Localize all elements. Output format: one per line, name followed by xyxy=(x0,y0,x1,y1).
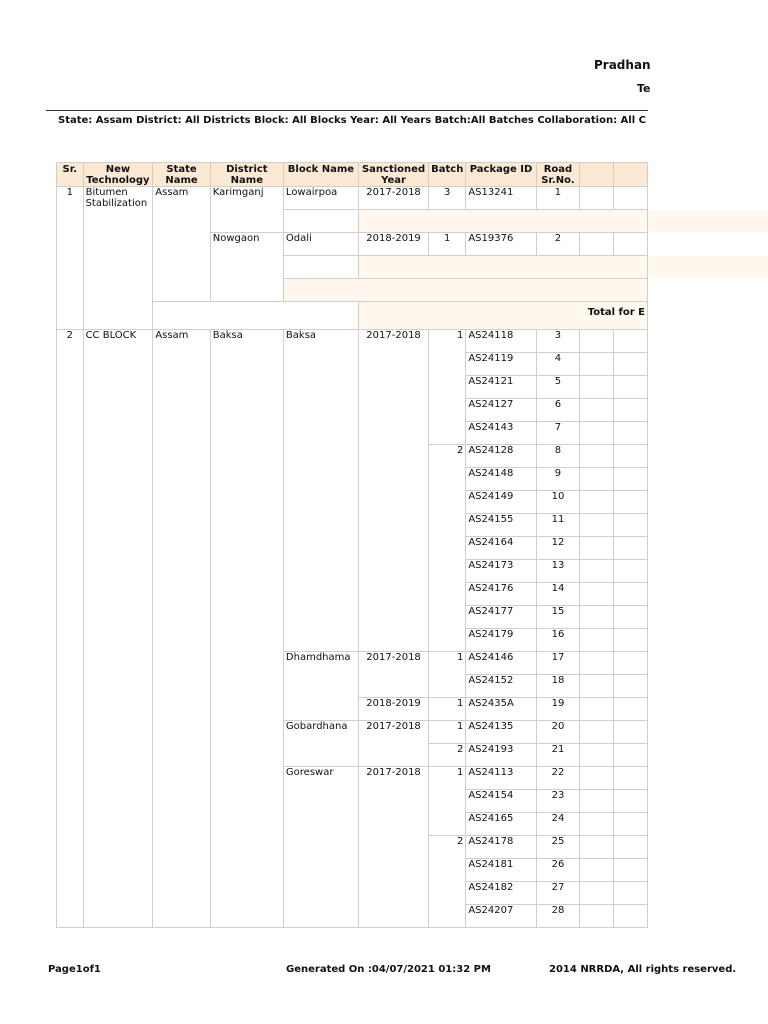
table-header-row xyxy=(57,163,648,187)
col-header: Sr. xyxy=(57,163,84,187)
district-cell: Nowgaon xyxy=(210,233,283,302)
block-cell: Odali xyxy=(283,233,358,256)
year-cell: 2018-2019 xyxy=(358,233,428,256)
empty-cell xyxy=(580,187,614,210)
package-cell: AS2435A xyxy=(466,698,536,721)
empty-cell xyxy=(580,468,614,491)
empty-cell xyxy=(580,330,614,353)
header-divider xyxy=(46,110,648,111)
empty-cell xyxy=(580,721,614,744)
empty-cell xyxy=(614,606,648,629)
technology-cell: CC BLOCK xyxy=(83,330,153,928)
col-header: Batch xyxy=(429,163,466,187)
road-cell: 27 xyxy=(536,882,580,905)
empty-cell xyxy=(580,560,614,583)
empty-cell xyxy=(614,836,648,859)
empty-cell xyxy=(614,560,648,583)
empty-cell xyxy=(614,583,648,606)
road-cell: 24 xyxy=(536,813,580,836)
empty-cell xyxy=(580,698,614,721)
batch-cell: 2 xyxy=(429,445,466,652)
empty-cell xyxy=(614,629,648,652)
block-cell xyxy=(283,256,358,279)
col-header: New Technology xyxy=(83,163,153,187)
batch-cell: 1 xyxy=(429,767,466,836)
package-cell: AS24152 xyxy=(466,675,536,698)
year-cell: 2018-2019 xyxy=(358,698,428,721)
batch-cell: 1 xyxy=(429,233,466,256)
empty-cell xyxy=(614,698,648,721)
package-cell: AS19376 xyxy=(466,233,536,256)
empty-cell xyxy=(580,905,614,928)
package-cell: AS24173 xyxy=(466,560,536,583)
district-cell: Baksa xyxy=(210,330,283,928)
generated-timestamp: Generated On :04/07/2021 01:32 PM xyxy=(286,964,491,975)
road-cell: 23 xyxy=(536,790,580,813)
empty-cell xyxy=(614,813,648,836)
road-cell: 2 xyxy=(536,233,580,256)
road-cell: 22 xyxy=(536,767,580,790)
package-cell: AS24118 xyxy=(466,330,536,353)
empty-cell xyxy=(614,767,648,790)
col-header: Sanctioned Year xyxy=(358,163,428,187)
empty-cell xyxy=(614,330,648,353)
road-cell: 19 xyxy=(536,698,580,721)
table-row xyxy=(57,330,648,353)
sr-cell: 1 xyxy=(57,187,84,330)
block-cell: Goreswar xyxy=(283,767,358,928)
col-header: Package ID xyxy=(466,163,536,187)
package-cell: AS24177 xyxy=(466,606,536,629)
empty-cell xyxy=(580,744,614,767)
road-cell: 16 xyxy=(536,629,580,652)
empty-cell xyxy=(580,652,614,675)
page-number: Page1of1 xyxy=(48,964,101,975)
empty-cell xyxy=(614,468,648,491)
block-cell: Dhamdhama xyxy=(283,652,358,721)
batch-cell: 1 xyxy=(429,721,466,744)
year-cell: 2017-2018 xyxy=(358,767,428,928)
sr-cell: 2 xyxy=(57,330,84,928)
batch-cell: 1 xyxy=(429,652,466,698)
col-header: Block Name xyxy=(283,163,358,187)
empty-cell xyxy=(580,422,614,445)
road-cell: 17 xyxy=(536,652,580,675)
package-cell: AS24148 xyxy=(466,468,536,491)
package-cell: AS24193 xyxy=(466,744,536,767)
package-cell: AS24143 xyxy=(466,422,536,445)
empty-cell xyxy=(580,675,614,698)
empty-cell xyxy=(153,302,359,330)
empty-cell xyxy=(580,233,614,256)
block-cell: Baksa xyxy=(283,330,358,652)
road-cell: 18 xyxy=(536,675,580,698)
package-cell: AS24178 xyxy=(466,836,536,859)
empty-cell xyxy=(614,721,648,744)
block-cell xyxy=(283,210,358,233)
road-cell: 13 xyxy=(536,560,580,583)
col-header xyxy=(580,163,614,187)
empty-cell xyxy=(580,491,614,514)
road-cell: 4 xyxy=(536,353,580,376)
empty-cell xyxy=(580,376,614,399)
table-row xyxy=(57,187,648,210)
package-cell: AS24128 xyxy=(466,445,536,468)
package-cell: AS24207 xyxy=(466,905,536,928)
empty-cell xyxy=(614,882,648,905)
road-cell: 20 xyxy=(536,721,580,744)
package-cell: AS24135 xyxy=(466,721,536,744)
road-cell: 7 xyxy=(536,422,580,445)
empty-cell xyxy=(580,767,614,790)
empty-cell xyxy=(614,514,648,537)
district-cell: Karimganj xyxy=(210,187,283,233)
road-cell: 6 xyxy=(536,399,580,422)
package-cell: AS24176 xyxy=(466,583,536,606)
road-cell: 25 xyxy=(536,836,580,859)
empty-cell xyxy=(580,629,614,652)
batch-cell: 2 xyxy=(429,744,466,767)
year-cell: 2017-2018 xyxy=(358,652,428,698)
empty-cell xyxy=(614,353,648,376)
package-cell: AS24127 xyxy=(466,399,536,422)
report-title: Pradhan xyxy=(594,58,651,72)
empty-cell xyxy=(614,491,648,514)
empty-cell xyxy=(614,537,648,560)
empty-cell xyxy=(580,583,614,606)
empty-cell xyxy=(614,233,648,256)
road-cell: 3 xyxy=(536,330,580,353)
row-shade-extension xyxy=(648,256,768,278)
empty-cell xyxy=(614,445,648,468)
package-cell: AS24149 xyxy=(466,491,536,514)
batch-cell: 1 xyxy=(429,698,466,721)
empty-cell xyxy=(614,187,648,210)
block-cell: Lowairpoa xyxy=(283,187,358,210)
empty-cell xyxy=(580,399,614,422)
block-cell: Gobardhana xyxy=(283,721,358,767)
package-cell: AS24164 xyxy=(466,537,536,560)
package-cell: AS24121 xyxy=(466,376,536,399)
road-cell: 9 xyxy=(536,468,580,491)
road-cell: 21 xyxy=(536,744,580,767)
package-cell: AS24119 xyxy=(466,353,536,376)
empty-cell xyxy=(614,905,648,928)
road-cell: 8 xyxy=(536,445,580,468)
package-cell: AS24113 xyxy=(466,767,536,790)
report-table xyxy=(56,162,648,928)
empty-cell xyxy=(580,606,614,629)
batch-cell: 1 xyxy=(429,330,466,445)
road-cell: 11 xyxy=(536,514,580,537)
empty-cell xyxy=(614,859,648,882)
package-cell: AS24179 xyxy=(466,629,536,652)
package-cell: AS24155 xyxy=(466,514,536,537)
empty-cell xyxy=(580,445,614,468)
road-cell: 14 xyxy=(536,583,580,606)
year-cell: 2017-2018 xyxy=(358,330,428,652)
empty-cell xyxy=(580,353,614,376)
row-shade-extension xyxy=(648,210,768,232)
year-cell: 2017-2018 xyxy=(358,187,428,210)
state-cell: Assam xyxy=(153,187,210,302)
technology-cell: Bitumen Stabilization xyxy=(83,187,153,330)
subtotal-cell xyxy=(358,256,647,279)
total-cell: Total for E xyxy=(358,302,647,330)
package-cell: AS13241 xyxy=(466,187,536,210)
empty-cell xyxy=(580,790,614,813)
report-table-viewport xyxy=(56,162,648,932)
col-header: Road Sr.No. xyxy=(536,163,580,187)
empty-cell xyxy=(580,836,614,859)
empty-cell xyxy=(580,813,614,836)
col-header xyxy=(614,163,648,187)
col-header: State Name xyxy=(153,163,210,187)
empty-cell xyxy=(580,882,614,905)
package-cell: AS24182 xyxy=(466,882,536,905)
copyright-notice: 2014 NRRDA, All rights reserved. xyxy=(549,964,737,975)
empty-cell xyxy=(580,859,614,882)
road-cell: 28 xyxy=(536,905,580,928)
report-subtitle: Te xyxy=(637,82,651,95)
road-cell: 5 xyxy=(536,376,580,399)
empty-cell xyxy=(614,675,648,698)
package-cell: AS24146 xyxy=(466,652,536,675)
package-cell: AS24154 xyxy=(466,790,536,813)
empty-cell xyxy=(614,422,648,445)
empty-cell xyxy=(614,790,648,813)
year-cell: 2017-2018 xyxy=(358,721,428,767)
road-cell: 10 xyxy=(536,491,580,514)
package-cell: AS24165 xyxy=(466,813,536,836)
subtotal-cell xyxy=(283,279,647,302)
road-cell: 15 xyxy=(536,606,580,629)
road-cell: 12 xyxy=(536,537,580,560)
road-cell: 1 xyxy=(536,187,580,210)
empty-cell xyxy=(580,514,614,537)
empty-cell xyxy=(580,537,614,560)
filter-summary: State: Assam District: All Districts Block: All Blocks Year: All Years Batch:All Batches Collaboration: All C xyxy=(58,115,646,126)
empty-cell xyxy=(614,376,648,399)
empty-cell xyxy=(614,744,648,767)
batch-cell: 2 xyxy=(429,836,466,928)
col-header: District Name xyxy=(210,163,283,187)
road-cell: 26 xyxy=(536,859,580,882)
empty-cell xyxy=(614,399,648,422)
subtotal-cell xyxy=(358,210,647,233)
batch-cell: 3 xyxy=(429,187,466,210)
empty-cell xyxy=(614,652,648,675)
package-cell: AS24181 xyxy=(466,859,536,882)
state-cell: Assam xyxy=(153,330,210,928)
